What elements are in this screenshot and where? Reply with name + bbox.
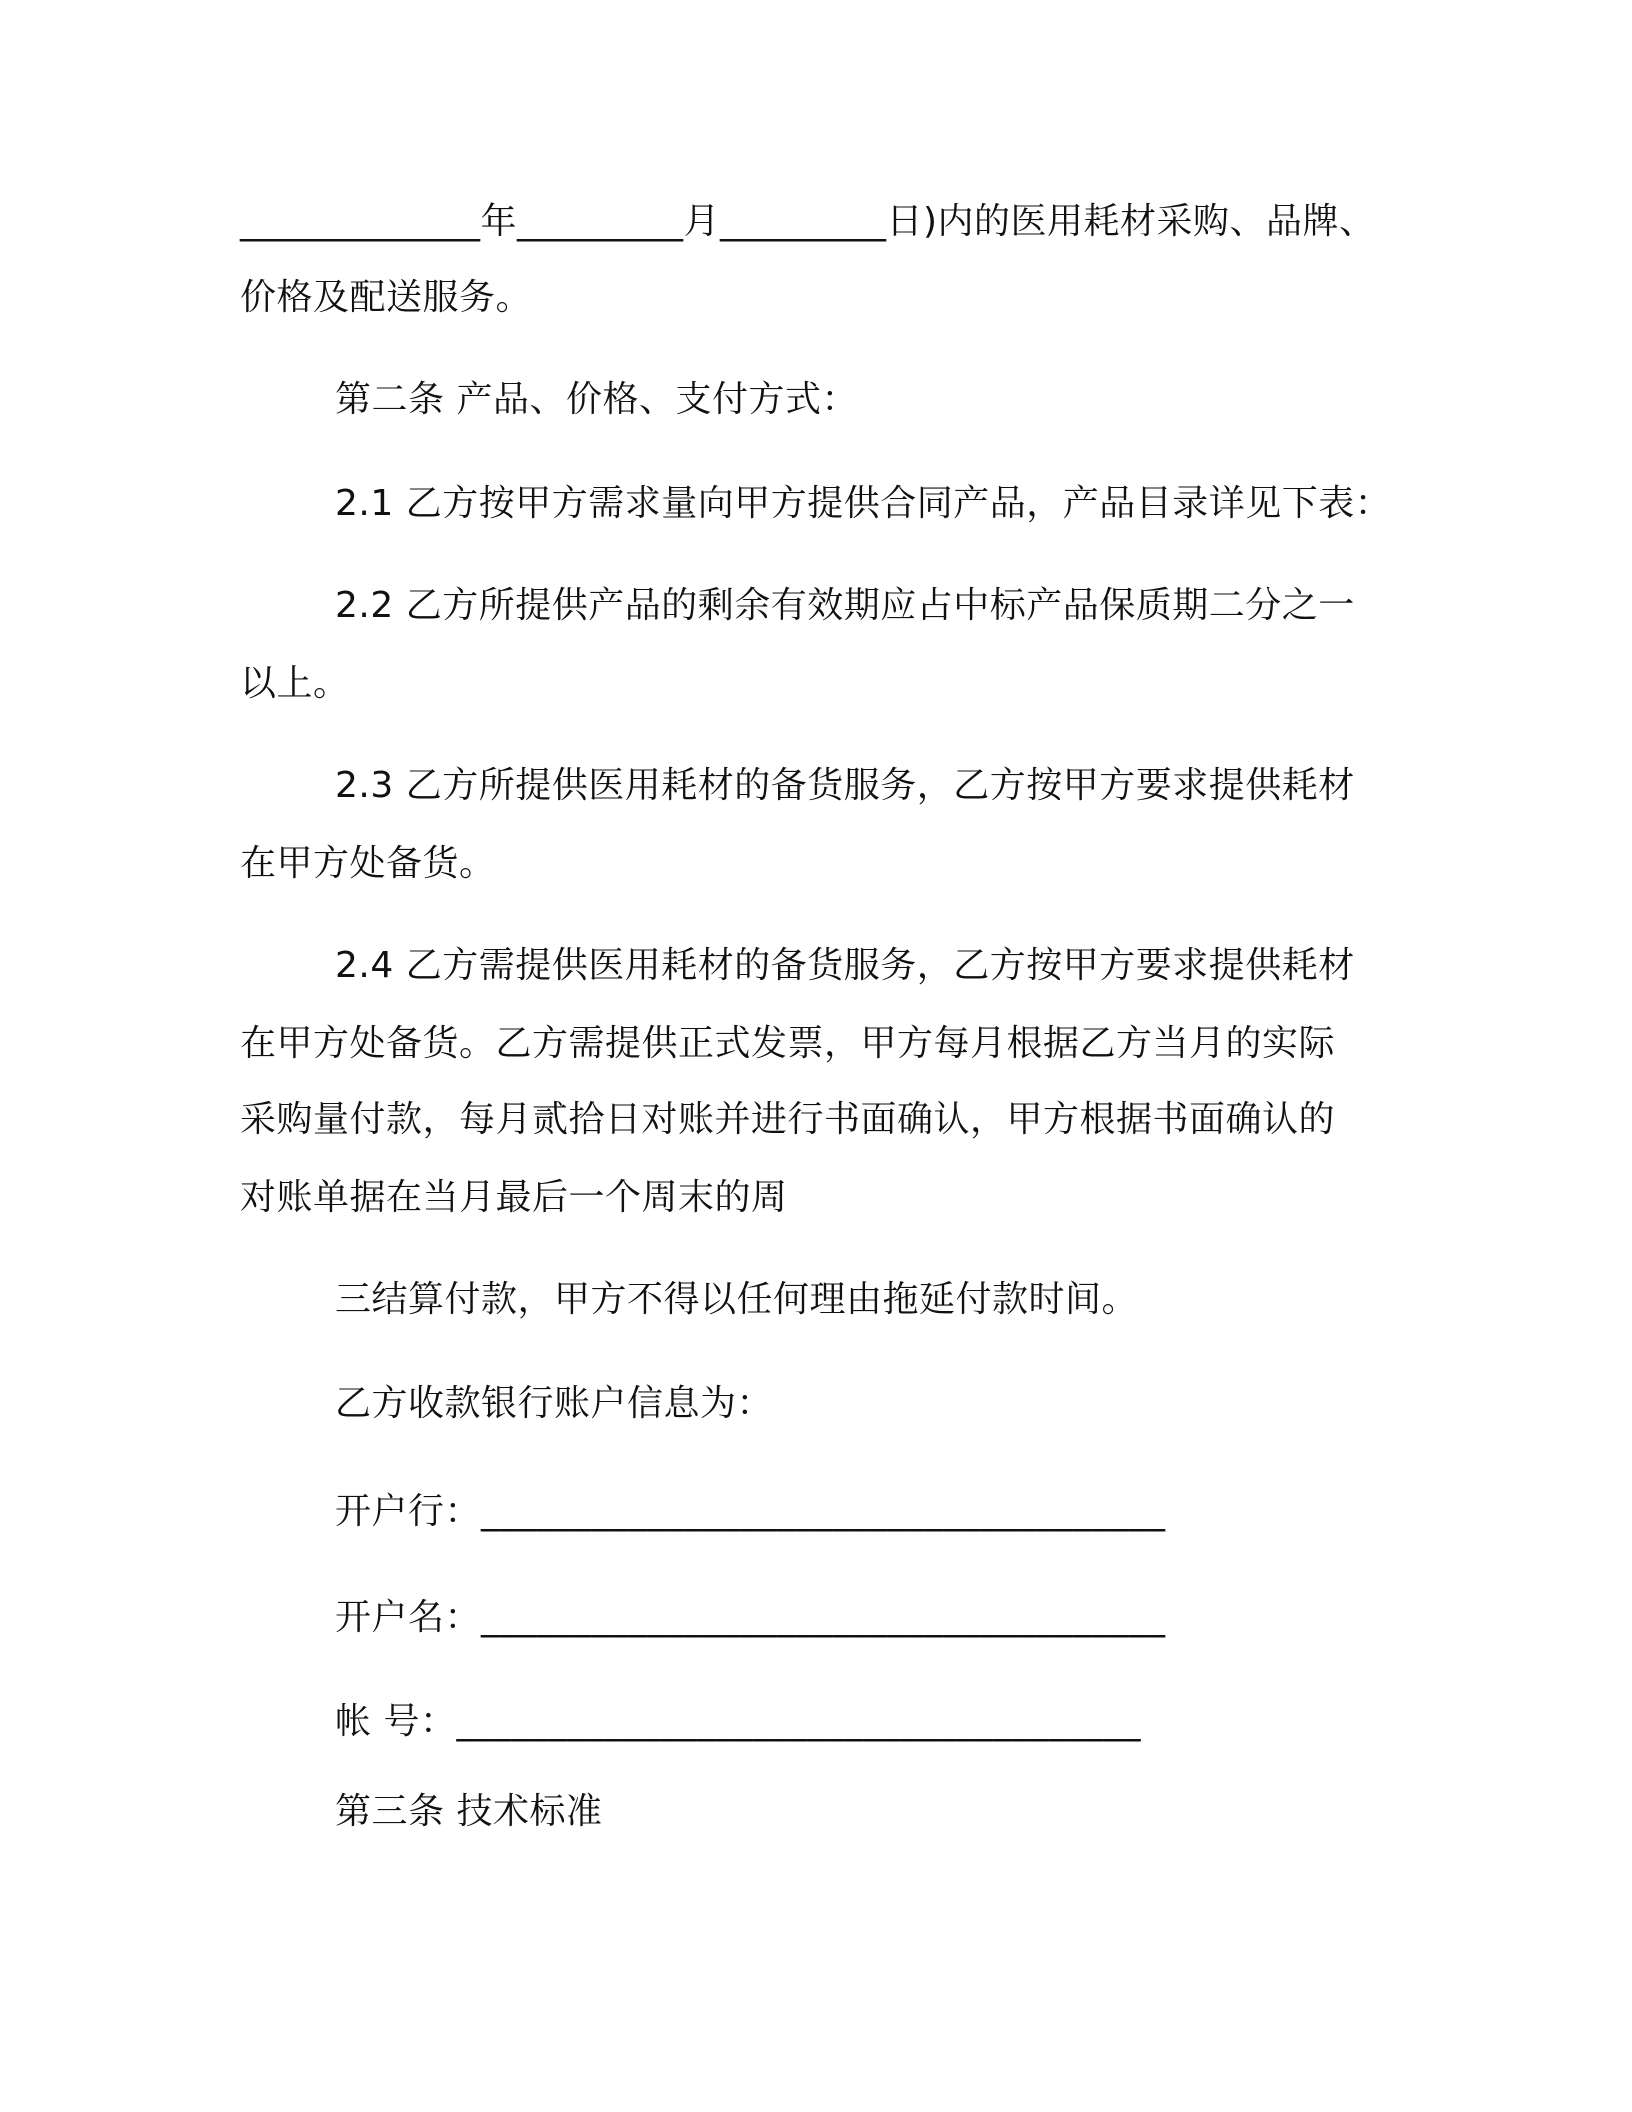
text-line: 2.2 乙方所提供产品的剩余有效期应占中标产品保质期二分之一 — [335, 585, 1355, 626]
text-line: 乙方收款银行账户信息为： — [335, 1383, 774, 1424]
text-line: 三结算付款，甲方不得以任何理由拖延付款时间。 — [335, 1279, 1139, 1320]
text-line: _____________年_________月_________日)内的医用耗材采购、品牌、 — [240, 201, 1376, 242]
text-line: 在甲方处备货。 — [240, 843, 496, 884]
text-line: 对账单据在当月最后一个周末的周 — [240, 1177, 788, 1218]
account-name-field: 开户名：_____________________________________ — [335, 1597, 1166, 1638]
text-line: 以上。 — [240, 663, 350, 704]
text-line: 2.3 乙方所提供医用耗材的备货服务，乙方按甲方要求提供耗材 — [335, 765, 1355, 806]
text-line: 采购量付款，每月贰拾日对账并进行书面确认，甲方根据书面确认的 — [240, 1099, 1336, 1140]
text-line: 2.4 乙方需提供医用耗材的备货服务，乙方按甲方要求提供耗材 — [335, 945, 1355, 986]
bank-name-field: 开户行：_____________________________________ — [335, 1491, 1166, 1532]
text-line: 价格及配送服务。 — [240, 277, 533, 318]
text-line: 2.1 乙方按甲方需求量向甲方提供合同产品，产品目录详见下表： — [335, 483, 1392, 524]
text-line: 在甲方处备货。乙方需提供正式发票，甲方每月根据乙方当月的实际 — [240, 1023, 1336, 1064]
account-number-field: 帐 号：_____________________________________ — [335, 1701, 1141, 1742]
section-heading: 第二条 产品、价格、支付方式： — [335, 379, 858, 420]
section-heading: 第三条 技术标准 — [335, 1791, 603, 1832]
